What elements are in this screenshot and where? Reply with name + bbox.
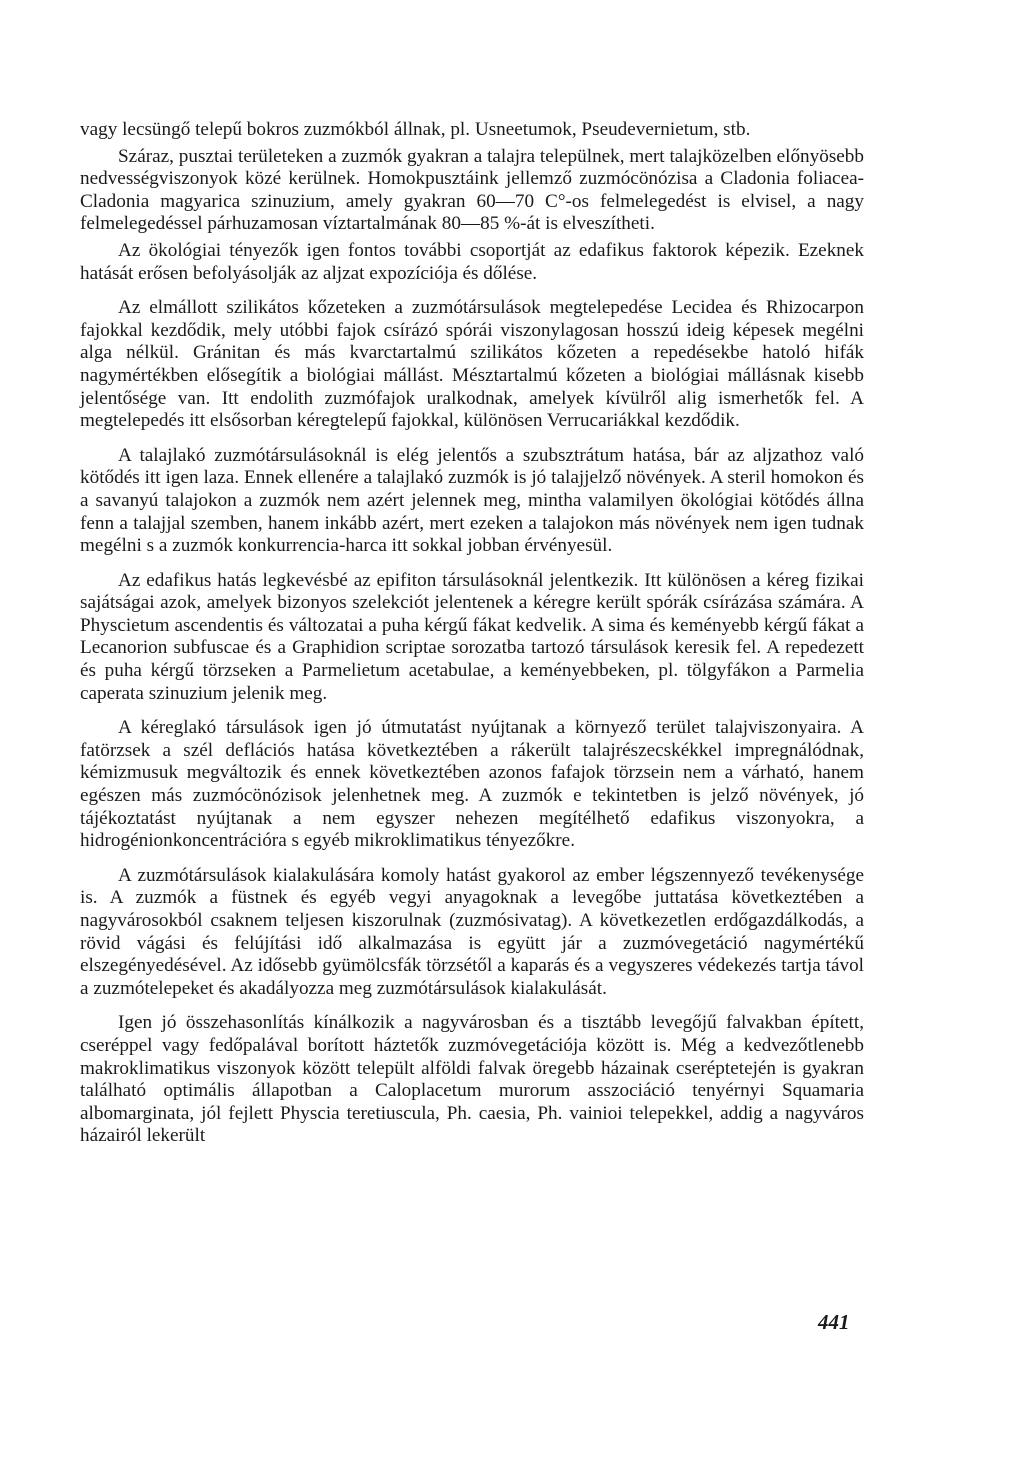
paragraph-6: Az edafikus hatás legkevésbé az epifiton társulásoknál jelentkezik. Itt különösen a kéreg fizikai sajátságai azok, amelyek bizonyos szelekciót jelentenek a kéregre került spórák csírázása számára. A Physcietum ascendentis és változatai a puha kérgű fákat kedvelik. A sima és keményebb kérgű fákat a Lecanorion subfuscae és a Graphidion scriptae sorozatba tartozó társulások keresik fel. A repedezett és puha kérgű törzseken a Parmelietum acetabulae, a keményebbeken, pl. tölgyfákon a Parmelia caperata szinuzium jelenik meg. bbox=[80, 569, 864, 704]
paragraph-8: A zuzmótársulások kialakulására komoly hatást gyakorol az ember légszennyező tevékenysége is. A zuzmók a füstnek és egyéb vegyi anyagoknak a levegőbe juttatása következtében a nagyvárosokból csaknem teljesen kiszorulnak (zuzmósivatag). A következetlen erdőgazdálkodás, a rövid vágási és felújítási idő alkalmazása is együtt jár a zuzmóvegetáció nagymértékű elszegényedésével. Az idősebb gyümölcsfák törzsétől a kaparás és a vegyszeres védekezés tartja távol a zuzmótelepeket és akadályozza meg zuzmótársulások kialakulását. bbox=[80, 864, 864, 999]
paragraph-5: A talajlakó zuzmótársulásoknál is elég jelentős a szubsztrátum hatása, bár az aljzathoz való kötődés itt igen laza. Ennek ellenére a talajlakó zuzmók is jó talajjelző növények. A steril homokon és a savanyú talajokon a zuzmók nem azért jelennek meg, mintha valamilyen ökológiai kötődés állna fenn a talajjal szemben, hanem inkább azért, mert ezeken a talajokon más növények nem igen tudnak megélni s a zuzmók konkurrencia-harca itt sokkal jobban érvényesül. bbox=[80, 444, 864, 557]
page-number: 441 bbox=[818, 1310, 850, 1334]
paragraph-1: vagy lecsüngő telepű bokros zuzmókból állnak, pl. Usneetumok, Pseudevernietum, stb. bbox=[80, 119, 751, 140]
paragraph-9: Igen jó összehasonlítás kínálkozik a nagyvárosban és a tisztább levegőjű falvakban épített, cseréppel vagy fedőpalával borított háztetők zuzmóvegetációja között is. Még a kedvezőtlenebb makroklimatikus viszonyok között települt alföldi falvak öregebb házainak cseréptetején is gyakran található optimális állapotban a Caloplacetum murorum asszociáció tenyérnyi Squamaria albomarginata, jól fejlett Physcia teretiuscula, Ph. caesia, Ph. vainioi telepekkel, addig a nagyváros házairól lekerült bbox=[80, 1012, 864, 1147]
paragraph-4: Az elmállott szilikátos kőzeteken a zuzmótársulások megtelepedése Lecidea és Rhizocarpon fajokkal kezdődik, mely utóbbi fajok csírázó spórái viszonylagosan hosszú ideig képesek megélni alga nélkül. Gránitan és más kvarctartalmú szilikátos kőzeten a repedésekbe hatoló hifák nagymértékben elősegítik a biológiai mállást. Mésztartalmú kőzeten a biológiai mállásnak kisebb jelentősége van. Itt endolith zuzmófajok uralkodnak, amelyek kívülről alig ismerhetők fel. A megtelepedés itt elsősorban kéregtelepű fajokkal, különösen Verrucariákkal kezdődik. bbox=[80, 297, 864, 432]
paragraph-2: Száraz, pusztai területeken a zuzmók gyakran a talajra települnek, mert talajközelben előnyösebb nedvességviszonyok közé kerülnek. Homokpusztáink jellemző zuzmócönózisa a Cladonia foliacea-Cladonia magyarica szinuzium, amely gyakran 60—70 C°-os felmelegedést is elvisel, a nagy felmelegedéssel párhuzamosan víztartalmának 80—85 %-át is elveszítheti. bbox=[80, 145, 864, 235]
page-body bbox=[80, 119, 864, 1160]
paragraph-7: A kéreglakó társulások igen jó útmutatást nyújtanak a környező terület talajviszonyaira. A fatörzsek a szél deflációs hatása következtében a rákerült talajrészecskékkel impregnálódnak, kémizmusuk megváltozik és ennek következtében azonos fafajok törzsein nem a várható, hanem egészen más zuzmócönózisok jelenhetnek meg. A zuzmók e tekintetben is jelző növények, jó tájékoztatást nyújtanak a nem egyszer nehezen megítélhető edafikus viszonyokra, a hidrogénionkoncentrációra s egyéb mikroklimatikus tényezőkre. bbox=[80, 717, 864, 852]
paragraph-3: Az ökológiai tényezők igen fontos további csoportját az edafikus faktorok képezik. Ezeknek hatását erősen befolyásolják az aljzat expozíciója és dőlése. bbox=[80, 239, 864, 284]
